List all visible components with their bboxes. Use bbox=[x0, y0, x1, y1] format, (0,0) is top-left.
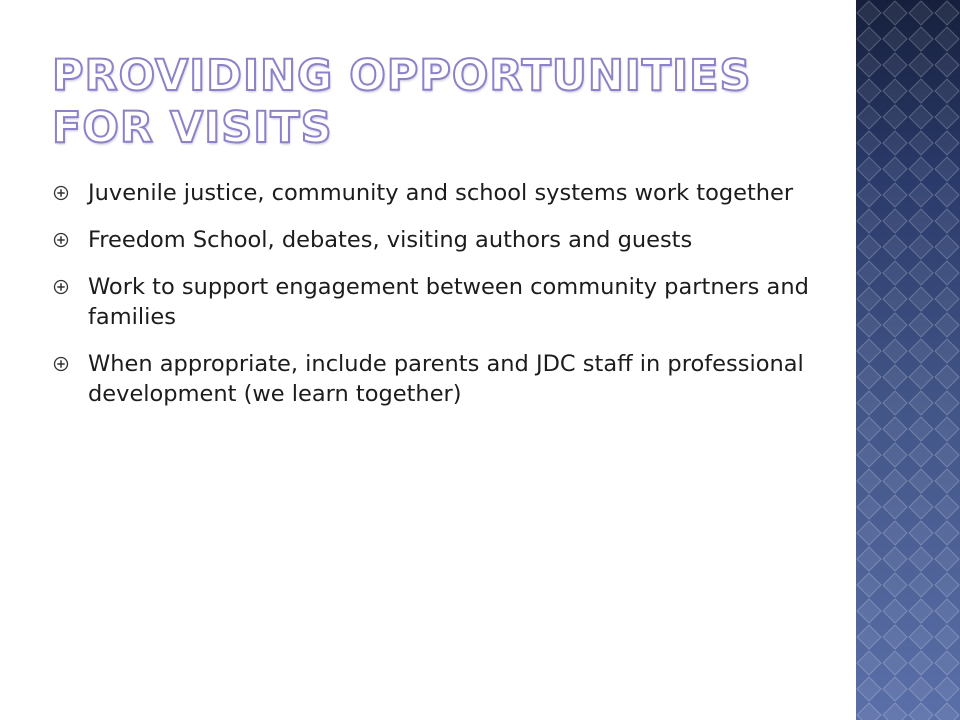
decorative-side-band bbox=[856, 0, 960, 720]
bullet-text: Juvenile justice, community and school systems work together bbox=[88, 180, 794, 206]
bullet-text: Work to support engagement between community partners and families bbox=[88, 274, 809, 330]
diamond-pattern bbox=[856, 0, 960, 720]
bullet-item bbox=[52, 225, 822, 255]
bullet-list bbox=[52, 178, 822, 426]
circled-plus-icon bbox=[53, 279, 69, 295]
bullet-item bbox=[52, 178, 822, 208]
slide-title: PROVIDING OPPORTUNITIES FOR VISITS bbox=[52, 51, 752, 153]
circled-plus-icon bbox=[53, 185, 69, 201]
circled-plus-icon bbox=[53, 356, 69, 372]
bullet-item bbox=[52, 272, 822, 332]
bullet-text: Freedom School, debates, visiting authors and guests bbox=[88, 227, 693, 253]
bullet-text: When appropriate, include parents and JDC staff in professional development (we learn together) bbox=[88, 351, 804, 407]
circled-plus-icon bbox=[53, 232, 69, 248]
bullet-item bbox=[52, 349, 822, 409]
